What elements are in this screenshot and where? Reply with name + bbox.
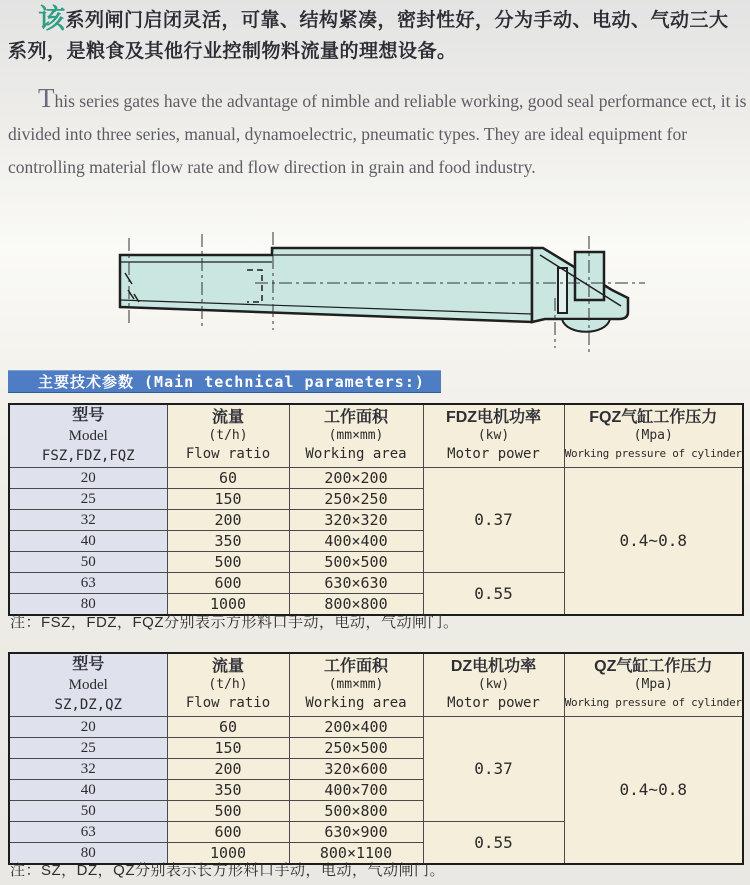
table-header-row [9,653,743,717]
cell-flow: 60 [167,717,289,738]
cell-area: 320×320 [289,510,423,531]
cell-flow: 150 [167,489,289,510]
cell-model: 32 [9,759,167,780]
header-model-codes: SZ,DZ,QZ [54,697,122,713]
header-flow [167,653,289,717]
header-model-en: Model [68,428,108,444]
chinese-lead-character: 该 [38,4,66,34]
cell-model: 25 [9,489,167,510]
header-power-cn: DZ电机功率 [450,658,537,675]
header-area-cn: 工作面积 [323,658,388,675]
intro-paragraph-chinese [8,4,746,67]
header-power-en: Motor power [447,446,540,462]
cell-flow: 150 [167,738,289,759]
header-flow-cn: 流量 [211,409,244,426]
table-square-note: 注：FSZ，FDZ，FQZ分别表示方形料口手动，电动，气动闸门。 [10,614,459,631]
cell-motor-power-group2: 0.55 [423,573,564,616]
header-flow-cn: 流量 [211,658,244,675]
cell-area: 500×500 [289,552,423,573]
cell-area: 400×400 [289,531,423,552]
header-flow-unit: (t/h) [208,677,248,692]
cell-flow: 500 [167,552,289,573]
header-motor-power [423,653,564,717]
header-power-unit: (kw) [477,428,510,443]
header-pressure-unit: (Mpa) [633,677,673,692]
cell-flow: 1000 [167,843,289,865]
cell-area: 800×1100 [289,843,423,865]
header-pressure-en: Working pressure of cylinder [564,696,742,709]
header-pressure-cn: QZ气缸工作压力 [594,658,713,675]
cell-flow: 350 [167,780,289,801]
header-power-unit: (kw) [477,677,510,692]
cell-flow: 500 [167,801,289,822]
cell-flow: 200 [167,759,289,780]
flange-bar [558,268,567,313]
table-row [9,468,743,489]
channel-body [120,248,532,322]
cell-pressure: 0.4~0.8 [564,468,743,616]
header-model-cn: 型号 [72,407,105,424]
section-header-bar [8,370,441,393]
table-row [9,717,743,738]
header-pressure-unit: (Mpa) [633,428,673,443]
header-model [9,653,167,717]
cell-model: 80 [9,843,167,865]
header-cylinder-pressure [564,653,743,717]
cell-flow: 1000 [167,594,289,616]
header-model-en: Model [68,677,108,693]
cell-model: 50 [9,801,167,822]
cell-model: 40 [9,531,167,552]
cell-flow: 600 [167,573,289,594]
cell-flow: 200 [167,510,289,531]
cell-motor-power-group1: 0.37 [423,468,564,573]
header-area [289,404,423,468]
header-flow-en: Flow ratio [185,695,271,711]
param-table-rectangular [8,652,744,865]
header-area-en: Working area [305,446,407,462]
cell-area: 200×200 [289,468,423,489]
cell-area: 630×630 [289,573,423,594]
header-pressure-en: Working pressure of cylinder [564,447,742,460]
header-model-codes: FSZ,FDZ,FQZ [41,448,135,464]
cell-flow: 60 [167,468,289,489]
header-area-unit: (mm×mm) [328,428,384,443]
param-table-square [8,403,744,616]
chinese-intro-text: 系列闸门启闭灵活，可靠、结构紧凑，密封性好，分为手动、电动、气动三大系列，是粮食及其他行业控制物料流量的理想设备。 [8,10,729,62]
header-area-en: Working area [305,695,407,711]
english-lead-character: T [38,83,55,113]
cell-model: 80 [9,594,167,616]
cell-flow: 350 [167,531,289,552]
header-pressure-cn: FQZ气缸工作压力 [589,409,718,426]
cell-area: 250×500 [289,738,423,759]
header-cylinder-pressure [564,404,743,468]
header-flow-en: Flow ratio [185,446,271,462]
header-flow [167,404,289,468]
header-model-cn: 型号 [72,656,105,673]
cell-model: 63 [9,822,167,843]
cell-motor-power-group1: 0.37 [423,717,564,822]
cell-flow: 600 [167,822,289,843]
cell-area: 200×400 [289,717,423,738]
cell-motor-power-group2: 0.55 [423,822,564,865]
cell-area: 250×250 [289,489,423,510]
cell-area: 800×800 [289,594,423,616]
header-area-unit: (mm×mm) [328,677,384,692]
cell-model: 25 [9,738,167,759]
cell-model: 40 [9,780,167,801]
english-intro-text: his series gates have the advantage of nimble and reliable working, good seal performance ect, it is divided into three series, manual, dynamoelectric, pneumatic types. They are ideal equipment for controlling material flow rate and flow direction in grain and food industry. [8,91,747,177]
outlet-bottom-arc [562,319,610,332]
header-motor-power [423,404,564,468]
cell-model: 32 [9,510,167,531]
cell-area: 630×900 [289,822,423,843]
cell-model: 20 [9,717,167,738]
cell-pressure: 0.4~0.8 [564,717,743,865]
table-header-row [9,404,743,468]
cell-area: 320×600 [289,759,423,780]
header-area [289,653,423,717]
cell-area: 500×800 [289,801,423,822]
header-area-cn: 工作面积 [323,409,388,426]
cell-area: 400×700 [289,780,423,801]
table-rectangular-note: 注：SZ，DZ，QZ分别表示长方形料口手动，电动，气动闸门。 [10,862,445,879]
section-title: 主要技术参数 (Main technical parameters:) [38,373,425,391]
cell-model: 50 [9,552,167,573]
cell-model: 63 [9,573,167,594]
header-model [9,404,167,468]
intro-paragraph-english [8,82,748,184]
cell-model: 20 [9,468,167,489]
header-flow-unit: (t/h) [208,428,248,443]
header-power-en: Motor power [447,695,540,711]
technical-drawing [85,210,685,358]
header-power-cn: FDZ电机功率 [445,409,542,426]
